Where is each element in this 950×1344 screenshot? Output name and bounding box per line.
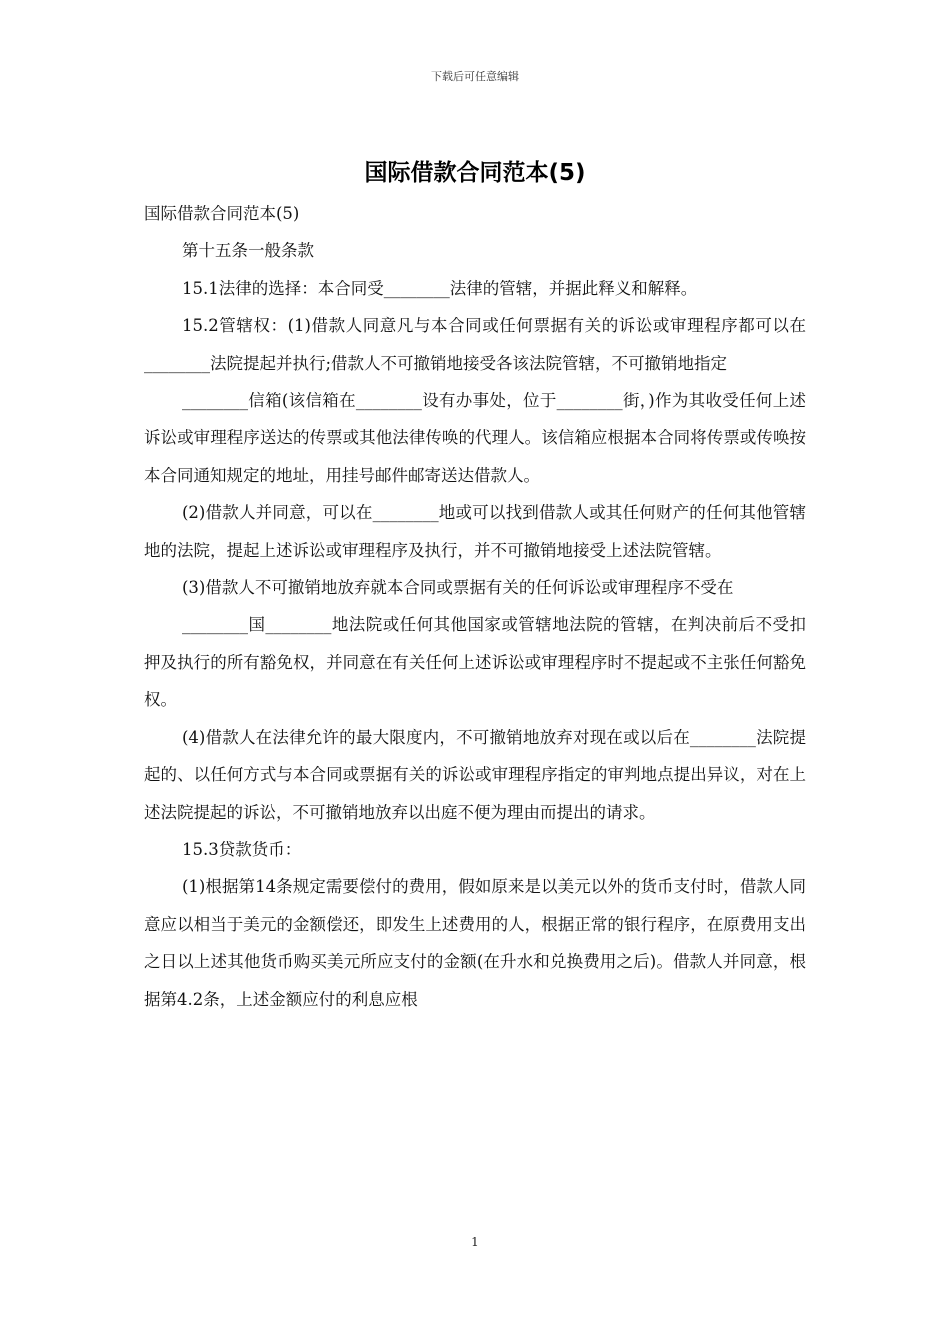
paragraph-subtitle: 国际借款合同范本(5) (144, 204, 300, 223)
paragraph-clause-3: (3)借款人不可撤销地放弃就本合同或票据有关的任何诉讼或审理程序不受在 (182, 578, 734, 598)
paragraph-article-heading: 第十五条一般条款 (182, 241, 314, 261)
header-note: 下载后可任意编辑 (431, 70, 519, 83)
document-body (144, 195, 806, 1018)
paragraph-clause-2: (2)借款人并同意，可以在________地或可以找到借款人或其任何财产的任何其他管辖地的法院，提起上述诉讼或审理程序及执行，并不可撤销地接受上述法院管辖。 (144, 503, 806, 560)
paragraph-clause-4: (4)借款人在法律允许的最大限度内，不可撤销地放弃对现在或以后在________法院提起的、以任何方式与本合同或票据有关的诉讼或审理程序指定的审判地点提出异议，对在上述法院提起的诉讼，不可撤销地放弃以出庭不便为理由而提出的请求。 (144, 727, 806, 822)
paragraph-15-3: 15.3贷款货币： (182, 839, 302, 859)
page-number: 1 (471, 1235, 479, 1249)
paragraph-immunity: ________国________地法院或任何其他国家或管辖地法院的管辖，在判决前后不受扣押及执行的所有豁免权，并同意在有关任何上述诉讼或审理程序时不提起或不主张任何豁免权。 (144, 615, 806, 710)
paragraph-15-1: 15.1法律的选择：本合同受________法律的管辖，并据此释义和解释。 (182, 278, 698, 298)
paragraph-currency: (1)根据第14条规定需要偿付的费用，假如原来是以美元以外的货币支付时，借款人同意应以相当于美元的金额偿还，即发生上述费用的人，根据正常的银行程序，在原费用支出之日以上述其他货币购买美元所应支付的金额(在升水和兑换费用之后)。借款人并同意，根据第4.2条，上述金额应付的利息应根 (144, 877, 806, 1009)
paragraph-mailbox: ________信箱(该信箱在________设有办事处，位于________街，)作为其收受任何上述诉讼或审理程序送达的传票或其他法律传唤的代理人。该信箱应根据本合同将传票或传唤按本合同通知规定的地址，用挂号邮件邮寄送达借款人。 (144, 391, 806, 485)
paragraph-15-2: 15.2管辖权：(1)借款人同意凡与本合同或任何票据有关的诉讼或审理程序都可以在________法院提起并执行;借款人不可撤销地接受各该法院管辖，不可撤销地指定 (144, 316, 806, 373)
document-title: 国际借款合同范本(5) (364, 160, 586, 186)
